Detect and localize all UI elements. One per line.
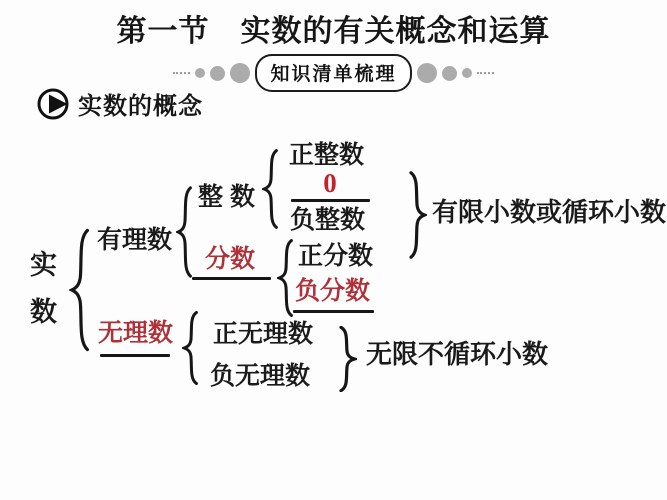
node-real-top: 实 (30, 250, 57, 280)
dot-icon (417, 63, 437, 83)
node-positive-integer: 正整数 (289, 141, 365, 169)
fraction-underline (192, 277, 271, 280)
knowledge-badge: 知识清单梳理 (255, 54, 411, 92)
play-icon (36, 87, 70, 121)
note-finite-decimal: 有限小数或循环小数 (432, 197, 667, 227)
node-negative-fraction: 负分数 (295, 277, 371, 305)
brace-integer-icon (262, 149, 280, 229)
dotted-line-icon (173, 72, 190, 74)
brace-infinite-close-icon (337, 326, 357, 392)
node-rational: 有理数 (97, 226, 173, 254)
dot-icon (195, 68, 205, 78)
node-positive-irrational: 正无理数 (213, 320, 314, 348)
node-zero: 0 (323, 168, 337, 198)
node-positive-fraction: 正分数 (298, 242, 374, 270)
irrational-underline (100, 354, 170, 357)
dot-icon (210, 66, 225, 81)
section-heading (36, 86, 203, 121)
brace-fraction-icon (277, 239, 295, 317)
brace-irrational-icon (182, 311, 200, 385)
note-infinite-decimal: 无限不循环小数 (366, 339, 549, 369)
brace-real-icon (69, 228, 92, 352)
page-title: 第一节 实数的有关概念和运算 (116, 15, 551, 48)
dot-icon (442, 66, 457, 81)
brace-rational-icon (176, 186, 194, 278)
dot-icon (462, 68, 472, 78)
negative-fraction-underline (293, 310, 374, 313)
node-negative-integer: 负整数 (290, 206, 366, 234)
zero-underline (291, 199, 370, 202)
dot-icon (230, 63, 250, 83)
brace-finite-close-icon (407, 171, 427, 259)
node-real-bottom: 数 (30, 297, 57, 327)
dotted-line-icon (477, 72, 494, 74)
node-irrational: 无理数 (98, 319, 174, 347)
node-integer: 整 数 (198, 183, 255, 211)
node-fraction: 分数 (205, 245, 256, 273)
node-negative-irrational: 负无理数 (210, 362, 311, 390)
section-heading-label: 实数的概念 (78, 93, 203, 120)
knowledge-badge-row (0, 56, 667, 90)
